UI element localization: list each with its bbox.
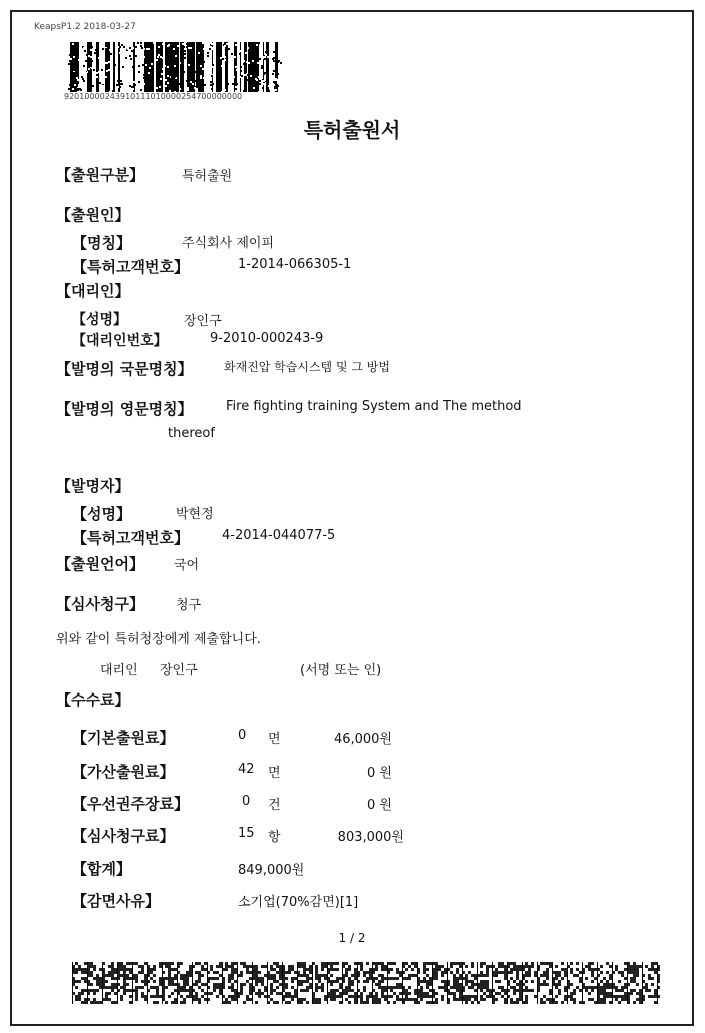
language-value: 국어 [174, 558, 200, 573]
exam-request-value: 청구 [176, 598, 202, 613]
inventor-code-value: 4-2014-044077-5 [222, 528, 336, 543]
fee-row-count: 0 [238, 728, 247, 743]
fee-row-amount: 46,000원 [333, 732, 392, 747]
application-type-label: 【출원구분】 [56, 166, 144, 184]
fee-row-unit: 건 [268, 798, 281, 813]
fee-row-label: 【가산출원료】 [72, 763, 175, 781]
fee-row-unit: 면 [268, 732, 281, 747]
fee-row-count: 0 [242, 794, 251, 809]
reduction-value: 소기업(70%감면)[1] [238, 895, 359, 910]
fee-row-label: 【심사청구료】 [72, 827, 175, 845]
signature-role: 대리인 [100, 663, 138, 678]
inventor-name-label: 【성명】 [72, 505, 131, 523]
english-title-label: 【발명의 영문명칭】 [56, 400, 193, 418]
signature-mark: (서명 또는 인) [300, 663, 382, 678]
inventor-code-label: 【특허고객번호】 [72, 529, 189, 547]
page-number: 1 / 2 [338, 931, 366, 945]
fee-row-count: 15 [238, 826, 255, 841]
patent-application-form [10, 10, 694, 1026]
language-label: 【출원언어】 [56, 555, 144, 573]
fee-row-unit: 항 [268, 830, 281, 845]
fee-row-label: 【우선권주장료】 [72, 795, 189, 813]
korean-title-value: 화재진압 학습시스템 및 그 방법 [224, 360, 390, 374]
english-title-line2: thereof [168, 426, 215, 441]
agent-code-label: 【대리인번호】 [72, 333, 168, 349]
total-value: 849,000원 [238, 863, 305, 878]
applicant-name-label: 【명칭】 [72, 234, 131, 252]
inventor-name-value: 박현정 [176, 507, 214, 522]
exam-request-label: 【심사청구】 [56, 595, 144, 613]
application-type-value: 특허출원 [182, 169, 233, 184]
applicant-label: 【출원인】 [56, 206, 130, 224]
barcode-number: 92010000243910111010000254700000000 [64, 92, 243, 101]
submission-statement: 위와 같이 특허청장에게 제출합니다. [56, 632, 261, 647]
english-title-line1: Fire fighting training System and The method [226, 399, 522, 414]
2d-barcode-icon [72, 962, 660, 1004]
fee-row-amount: 0 원 [367, 798, 392, 813]
korean-title-label: 【발명의 국문명칭】 [56, 360, 193, 378]
agent-label: 【대리인】 [56, 282, 130, 300]
fee-row-amount: 803,000원 [337, 830, 404, 845]
total-label: 【합계】 [72, 860, 131, 878]
fee-row-label: 【기본출원료】 [72, 729, 175, 747]
form-version: KeapsP1.2 2018-03-27 [34, 22, 136, 32]
fee-row-amount: 0 원 [367, 766, 392, 781]
document-title: 특허출원서 [303, 118, 401, 142]
signature-name: 장인구 [160, 663, 198, 678]
reduction-label: 【감면사유】 [72, 892, 160, 910]
fees-label: 【수수료】 [56, 691, 130, 709]
barcode-icon [68, 42, 282, 92]
applicant-name-value: 주식회사 제이피 [182, 236, 275, 251]
fee-row-count: 42 [238, 762, 255, 777]
agent-name-label: 【성명】 [72, 312, 128, 328]
applicant-code-label: 【특허고객번호】 [72, 258, 189, 276]
agent-code-value: 9-2010-000243-9 [210, 331, 324, 346]
fee-row-unit: 면 [268, 766, 281, 781]
agent-name-value: 장인구 [184, 314, 222, 329]
inventor-label: 【발명자】 [56, 477, 130, 495]
applicant-code-value: 1-2014-066305-1 [238, 257, 352, 272]
